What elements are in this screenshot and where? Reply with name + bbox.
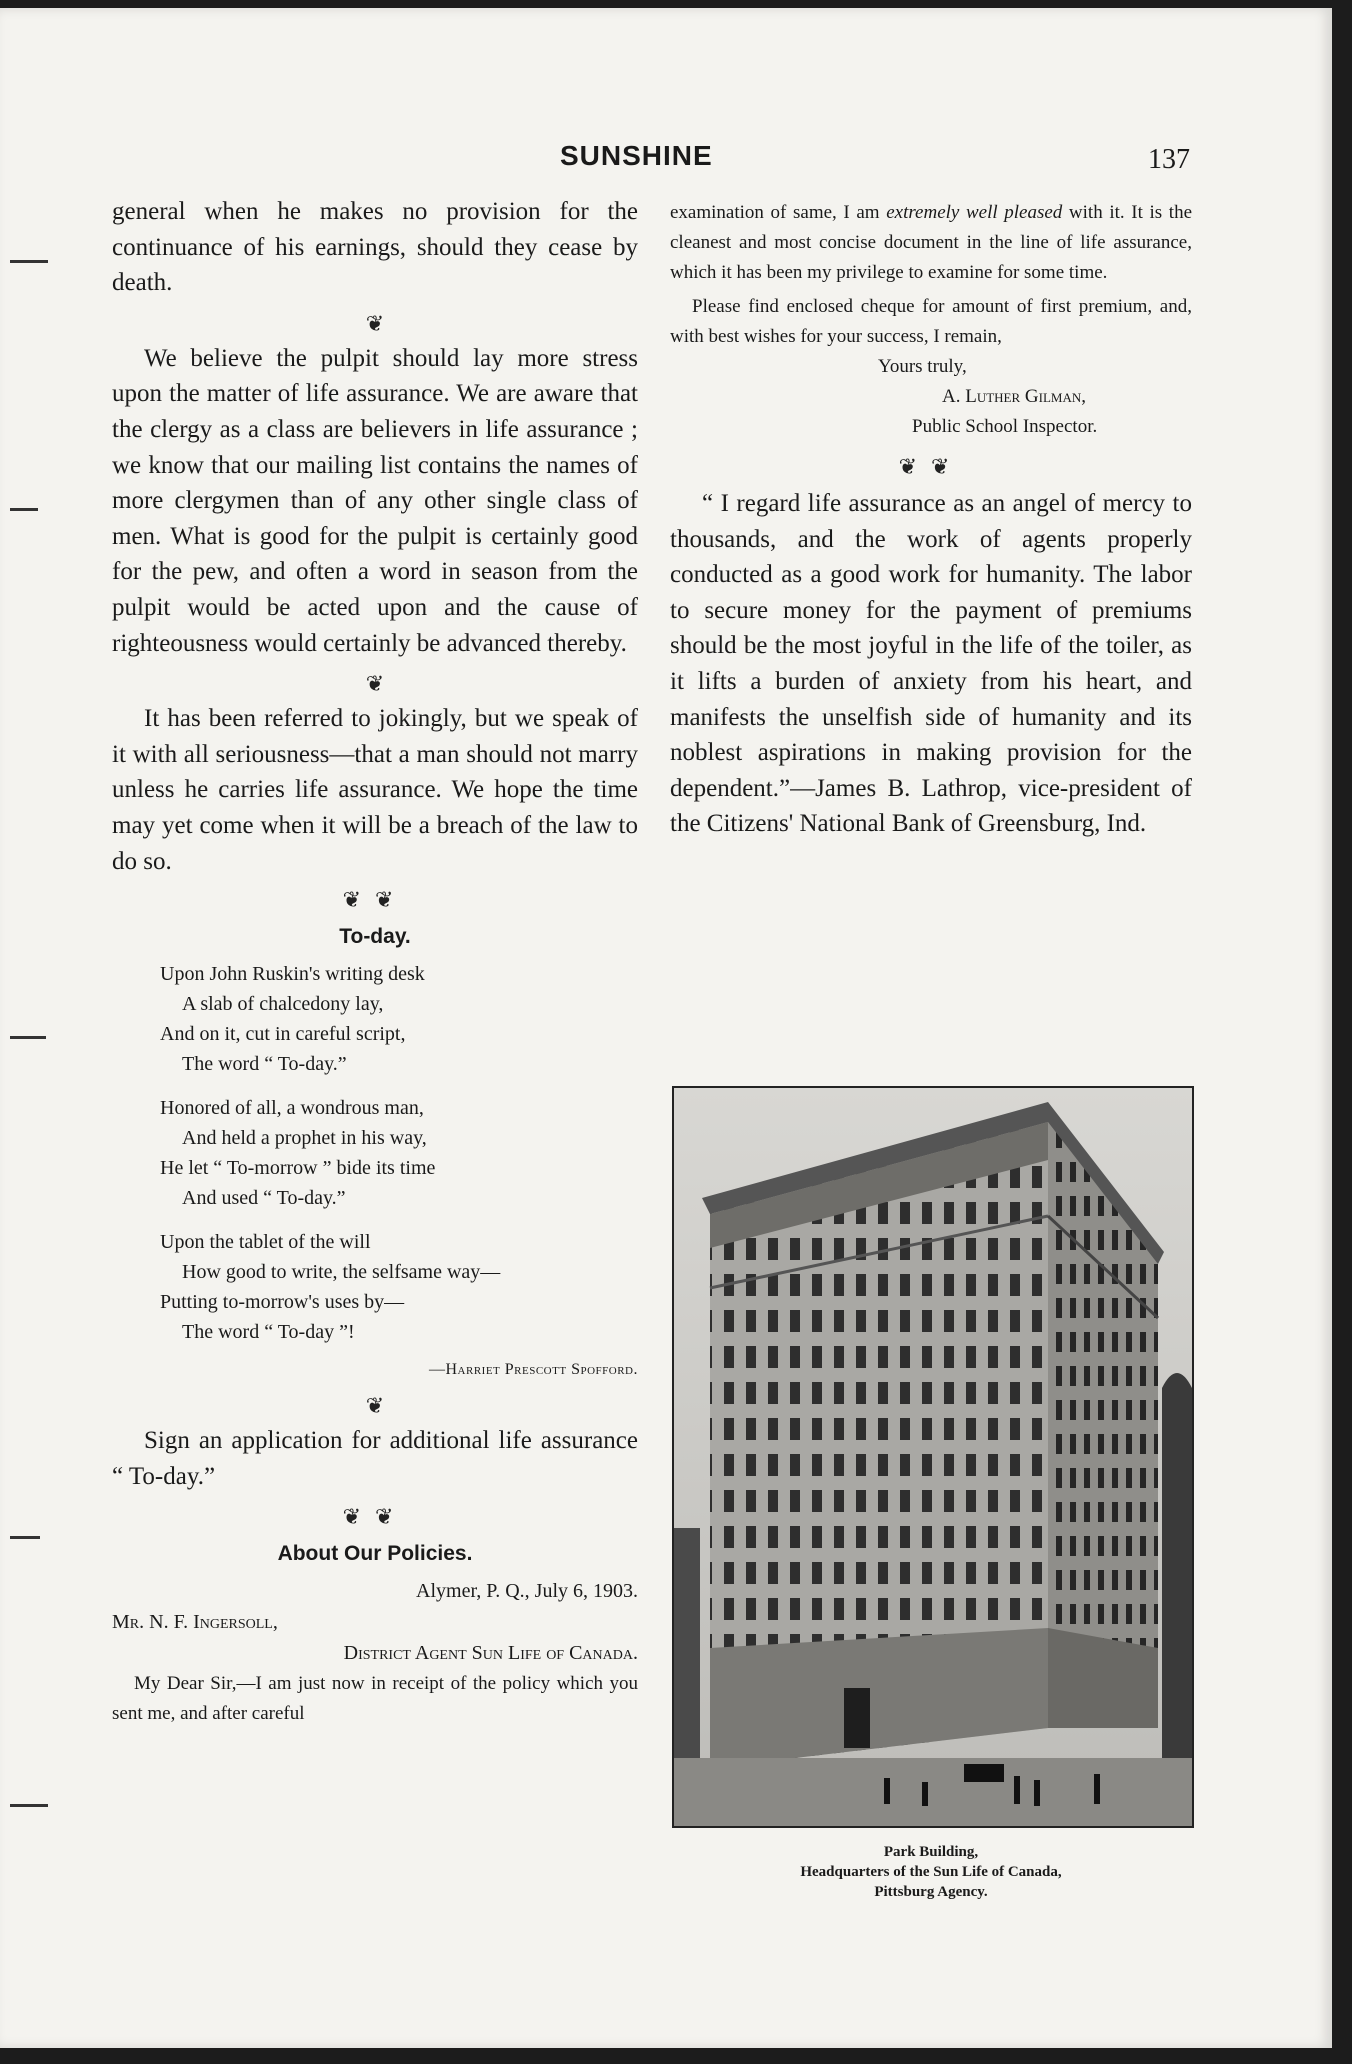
photo-caption (672, 1842, 1190, 1902)
letter-signature-title: Public School Inspector. (912, 416, 1098, 437)
fleuron-ornament: ❦ (365, 1393, 385, 1419)
letter-addressee: Mr. N. F. Ingersoll, (112, 1611, 278, 1634)
poem-line: And held a prophet in his way, (182, 1127, 427, 1150)
poem-line: How good to write, the selfsame way— (182, 1261, 501, 1284)
poem-stanza (160, 1093, 638, 1213)
poem-line: Upon the tablet of the will (160, 1231, 371, 1254)
letter-dateline: Alymer, P. Q., July 6, 1903. (416, 1580, 638, 1603)
fleuron-ornament: ❦ (365, 310, 385, 336)
fleuron-ornament: ❦ (365, 671, 385, 697)
margin-mark (10, 1036, 46, 1039)
caption-line: Headquarters of the Sun Life of Canada, (800, 1864, 1062, 1880)
fleuron-ornament: ❦❦ (342, 887, 408, 913)
poem-title: To-day. (339, 925, 411, 949)
poem-line: The word “ To-day ”! (182, 1321, 355, 1344)
margin-mark (10, 508, 38, 511)
poem (160, 959, 638, 1347)
page-number: 137 (1148, 144, 1190, 175)
margin-mark (10, 260, 48, 263)
fleuron-ornament: ❦❦ (898, 454, 964, 479)
park-building-illustration (674, 1088, 1192, 1826)
poem-line: And on it, cut in careful script, (160, 1023, 406, 1046)
section-heading: About Our Policies. (277, 1542, 473, 1566)
poem-line: Upon John Ruskin's writing desk (160, 963, 425, 986)
letter-addressee-title: District Agent Sun Life of Canada. (343, 1642, 638, 1665)
margin-mark (10, 1804, 48, 1807)
letter-text: examination of same, I am (670, 202, 887, 223)
letter-closing: Yours truly, (878, 356, 967, 377)
poem-line: Putting to-morrow's uses by— (160, 1291, 405, 1314)
poem-line: And used “ To-day.” (182, 1187, 346, 1210)
poem-line: He let “ To-morrow ” bide its time (160, 1157, 436, 1180)
building-photograph (672, 1086, 1194, 1828)
paragraph: general when he makes no provision for the continuance of his earnings, should they cease by death. (112, 198, 638, 297)
letter-body: My Dear Sir,—I am just now in receipt of the policy which you sent me, and after careful (112, 1673, 638, 1725)
letter-body: Please find enclosed cheque for amount of first premium, and, with best wishes for your success, I remain, (670, 296, 1192, 347)
fleuron-ornament: ❦❦ (342, 1504, 408, 1530)
letter-emphasis: extremely well pleased (886, 202, 1063, 223)
paragraph: Sign an application for additional life assurance “ To-day.” (112, 1427, 638, 1490)
magazine-page (0, 8, 1332, 2048)
paragraph: We believe the pulpit should lay more stress upon the matter of life assurance. We are aware that the clergy as a class are believers in life assurance ; we know that our mailing list contains the names of more clergymen than of any other single class of men. What is good for the pulpit is certainly good for the pew, and often a word in season from the pulpit would be acted upon and the cause of righteousness would certainly be advanced thereby. (112, 344, 638, 657)
poem-line: A slab of chalcedony lay, (182, 993, 384, 1016)
letter-signature: A. Luther Gilman, (942, 386, 1086, 407)
margin-mark (10, 1536, 40, 1539)
poem-line: Honored of all, a wondrous man, (160, 1097, 424, 1120)
poem-stanza (160, 1227, 638, 1347)
quote-paragraph: “ I regard life assurance as an angel of mercy to thousands, and the work of agents properly conducted as a good work for humanity. The labor to secure money for the payment of premiums should be the most joyful in the life of the toiler, as it lifts a burden of anxiety from his heart, and manifests the unselfish side of humanity and its noblest aspirations in making provision for the dependent.”—James B. Lathrop, vice-president of the Citizens' National Bank of Greensburg, Ind. (670, 490, 1192, 838)
poem-stanza (160, 959, 638, 1079)
letter-text: with it. It is the cleanest and most concise document in the line of life assurance, which it has been my privilege to examine for some time. (670, 202, 1192, 283)
page-header (0, 140, 1332, 180)
caption-line: Pittsburg Agency. (874, 1884, 988, 1900)
caption-line: Park Building, (883, 1844, 979, 1860)
paragraph: It has been referred to jokingly, but we speak of it with all seriousness—that a man should not marry unless he carries life assurance. We hope the time may yet come when it will be a breach of the law to do so. (112, 705, 638, 875)
right-column (670, 198, 1192, 842)
letter-body (670, 198, 1192, 288)
poem-line: The word “ To-day.” (182, 1053, 347, 1076)
poem-attribution: —Harriet Prescott Spofford. (429, 1361, 638, 1379)
running-title: SUNSHINE (560, 140, 713, 171)
left-column (112, 194, 638, 1729)
